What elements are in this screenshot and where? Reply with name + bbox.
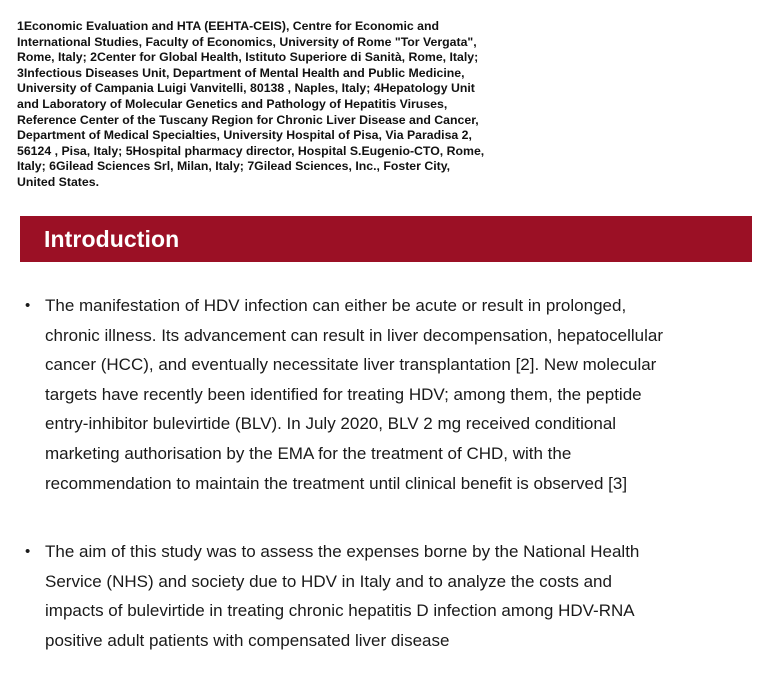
bullet-text-line: The manifestation of HDV infection can either be acute or result in prolonged, xyxy=(45,296,627,315)
affiliations-block xyxy=(17,19,537,191)
affiliation-line: International Studies, Faculty of Economics, University of Rome "Tor Vergata", xyxy=(17,34,477,49)
bullet-text-line: positive adult patients with compensated liver disease xyxy=(45,630,450,650)
introduction-bullet-list xyxy=(20,291,760,656)
section-header-bar xyxy=(20,216,752,262)
bullet-text-line: marketing authorisation by the EMA for the treatment of CHD, with the xyxy=(45,443,572,463)
bullet-text-line: cancer (HCC), and eventually necessitate liver transplantation [2]. New molecular xyxy=(45,355,657,375)
bullet-text-line: Service (NHS) and society due to HDV in Italy and to analyze the costs and xyxy=(45,571,612,591)
affiliation-line: Reference Center of the Tuscany Region for Chronic Liver Disease and Cancer, xyxy=(17,112,479,127)
bullet-text-line: The aim of this study was to assess the expenses borne by the National Health xyxy=(45,542,640,562)
affiliation-line: Italy; 6Gilead Sciences Srl, Milan, Italy; 7Gilead Sciences, Inc., Foster City, xyxy=(17,159,451,174)
bullet-item-manifestation xyxy=(20,291,760,498)
bullet-text-line: targets have recently been identified for treating HDV; among them, the peptide xyxy=(45,384,642,404)
affiliation-line: 1Economic Evaluation and HTA (EEHTA-CEIS), Centre for Economic and xyxy=(17,19,440,33)
bullet-text-line: recommendation to maintain the treatment until clinical benefit is observed [3] xyxy=(45,473,628,493)
section-title: Introduction xyxy=(44,225,180,252)
bullet-text-line: chronic illness. Its advancement can result in liver decompensation, hepatocellular xyxy=(45,325,663,345)
bullet-marker: • xyxy=(25,543,31,561)
affiliation-line: University of Campania Luigi Vanvitelli, 80138 , Naples, Italy; 4Hepatology Unit xyxy=(17,81,475,96)
bullet-text-line: impacts of bulevirtide in treating chronic hepatitis D infection among HDV-RNA xyxy=(45,601,635,621)
bullet-text-line: entry-inhibitor bulevirtide (BLV). In July 2020, BLV 2 mg received conditional xyxy=(45,414,617,434)
affiliation-line: Department of Medical Specialties, University Hospital of Pisa, Via Paradisa 2, xyxy=(17,128,472,143)
bullet-item-study-aim xyxy=(20,537,760,655)
affiliation-line: Rome, Italy; 2Center for Global Health, Istituto Superiore di Sanità, Rome, Italy; xyxy=(17,50,479,65)
affiliation-line: United States. xyxy=(17,174,99,189)
affiliation-line: 56124 , Pisa, Italy; 5Hospital pharmacy director, Hospital S.Eugenio-CTO, Rome, xyxy=(17,143,485,158)
affiliation-line: and Laboratory of Molecular Genetics and Pathology of Hepatitis Viruses, xyxy=(17,96,448,111)
affiliation-line: 3Infectious Diseases Unit, Department of Mental Health and Public Medicine, xyxy=(17,65,465,80)
bullet-marker: • xyxy=(25,297,31,314)
